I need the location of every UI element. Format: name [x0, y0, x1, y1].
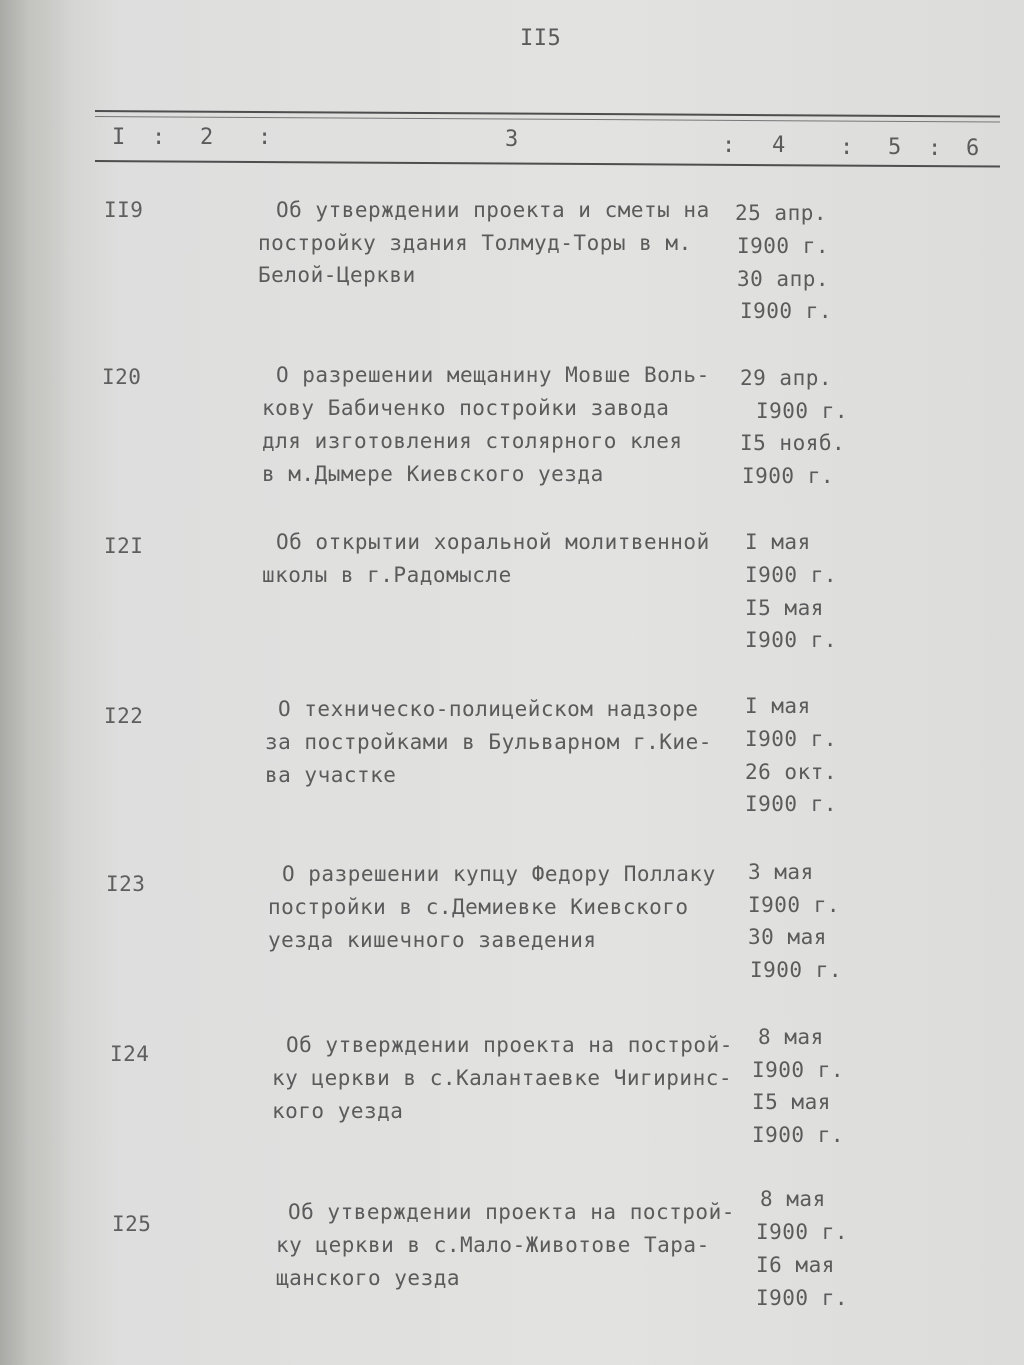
page-number: II5: [520, 26, 562, 51]
entry-date-line: I900 г.: [756, 1220, 849, 1244]
entry-title-line: ва участке: [265, 763, 397, 787]
entry-date-line: I900 г.: [745, 792, 838, 816]
entry-title-line: для изготовления столярного клея: [262, 429, 683, 453]
entry-date-line: I5 нояб.: [740, 431, 846, 455]
column-header-6: 6: [966, 136, 980, 161]
entry-date-line: 26 окт.: [745, 760, 838, 784]
entry-title-line: О разрешении купцу Федору Поллаку: [282, 862, 716, 886]
entry-date-line: 30 апр.: [737, 267, 830, 291]
entry-title-line: уезда кишечного заведения: [268, 928, 597, 952]
column-separator: :: [722, 133, 736, 158]
entry-date-line: I мая: [745, 694, 811, 718]
entry-title-line: Об утверждении проекта на построй-: [286, 1033, 733, 1057]
column-header-2: 2: [200, 125, 214, 150]
entry-date-line: I900 г.: [748, 893, 841, 917]
entry-title-line: щанского уезда: [276, 1266, 461, 1290]
column-separator: :: [152, 125, 166, 150]
entry-title-line: О разрешении мещанину Мовше Воль-: [276, 363, 710, 387]
entry-date-line: I900 г.: [756, 1286, 849, 1310]
header-rule-top-inner: [95, 116, 1000, 123]
entry-date-line: 8 мая: [758, 1025, 824, 1049]
entry-date-line: 8 мая: [760, 1187, 826, 1211]
entry-title-line: Об утверждении проекта на построй-: [288, 1200, 735, 1224]
entry-date-line: I мая: [745, 530, 811, 554]
entry-date-line: I900 г.: [752, 1123, 845, 1147]
entry-date-line: 29 апр.: [740, 366, 833, 390]
entry-date-line: I5 мая: [752, 1090, 831, 1114]
entry-date-line: 25 апр.: [735, 201, 828, 225]
entry-title-line: постройку здания Толмуд-Торы в м.: [258, 231, 692, 255]
entry-title-line: Об открытии хоральной молитвенной: [276, 530, 710, 554]
column-header-4: 4: [772, 133, 786, 158]
entry-title-line: школы в г.Радомысле: [262, 563, 512, 587]
entry-title-line: Об утверждении проекта и сметы на: [276, 198, 710, 222]
entry-date-line: I5 мая: [745, 596, 824, 620]
entry-date-line: I900 г.: [756, 399, 849, 423]
entry-title-line: постройки в с.Демиевке Киевского: [268, 895, 689, 919]
column-separator: :: [840, 135, 854, 160]
column-header-3: 3: [505, 127, 519, 152]
entry-number: I22: [104, 704, 144, 728]
entry-date-line: I900 г.: [745, 628, 838, 652]
entry-date-line: I900 г.: [750, 958, 843, 982]
page-fold-shadow: [0, 0, 70, 1365]
entry-title-line: кого уезда: [272, 1099, 404, 1123]
entry-date-line: I900 г.: [737, 234, 830, 258]
entry-title-line: ку церкви в с.Калантаевке Чигиринс-: [272, 1066, 733, 1090]
entry-title-line: Белой-Церкви: [258, 263, 416, 287]
entry-title-line: в м.Дымере Киевского уезда: [262, 462, 604, 486]
entry-number: I23: [106, 872, 146, 896]
entry-number: I24: [110, 1042, 150, 1066]
entry-number: II9: [104, 198, 144, 222]
entry-number: I20: [102, 365, 142, 389]
entry-number: I25: [112, 1212, 152, 1236]
column-separator: :: [258, 125, 272, 150]
entry-date-line: I900 г.: [752, 1058, 845, 1082]
entry-date-line: I900 г.: [740, 299, 833, 323]
column-header-1: I: [112, 125, 126, 150]
header-rule-bottom: [95, 160, 1000, 168]
entry-date-line: I900 г.: [745, 727, 838, 751]
entry-number: I2I: [104, 534, 144, 558]
entry-title-line: ку церкви в с.Мало-Животове Тара-: [276, 1233, 710, 1257]
entry-date-line: I900 г.: [745, 563, 838, 587]
entry-title-line: за постройками в Бульварном г.Кие-: [265, 730, 712, 754]
entry-date-line: I6 мая: [756, 1253, 835, 1277]
entry-date-line: 30 мая: [748, 925, 827, 949]
column-header-5: 5: [888, 135, 902, 160]
entry-date-line: 3 мая: [748, 860, 814, 884]
entry-date-line: I900 г.: [742, 464, 835, 488]
entry-title-line: кову Бабиченко постройки завода: [262, 396, 670, 420]
entry-title-line: О техническо-полицейском надзоре: [278, 697, 699, 721]
column-separator: :: [928, 136, 942, 161]
